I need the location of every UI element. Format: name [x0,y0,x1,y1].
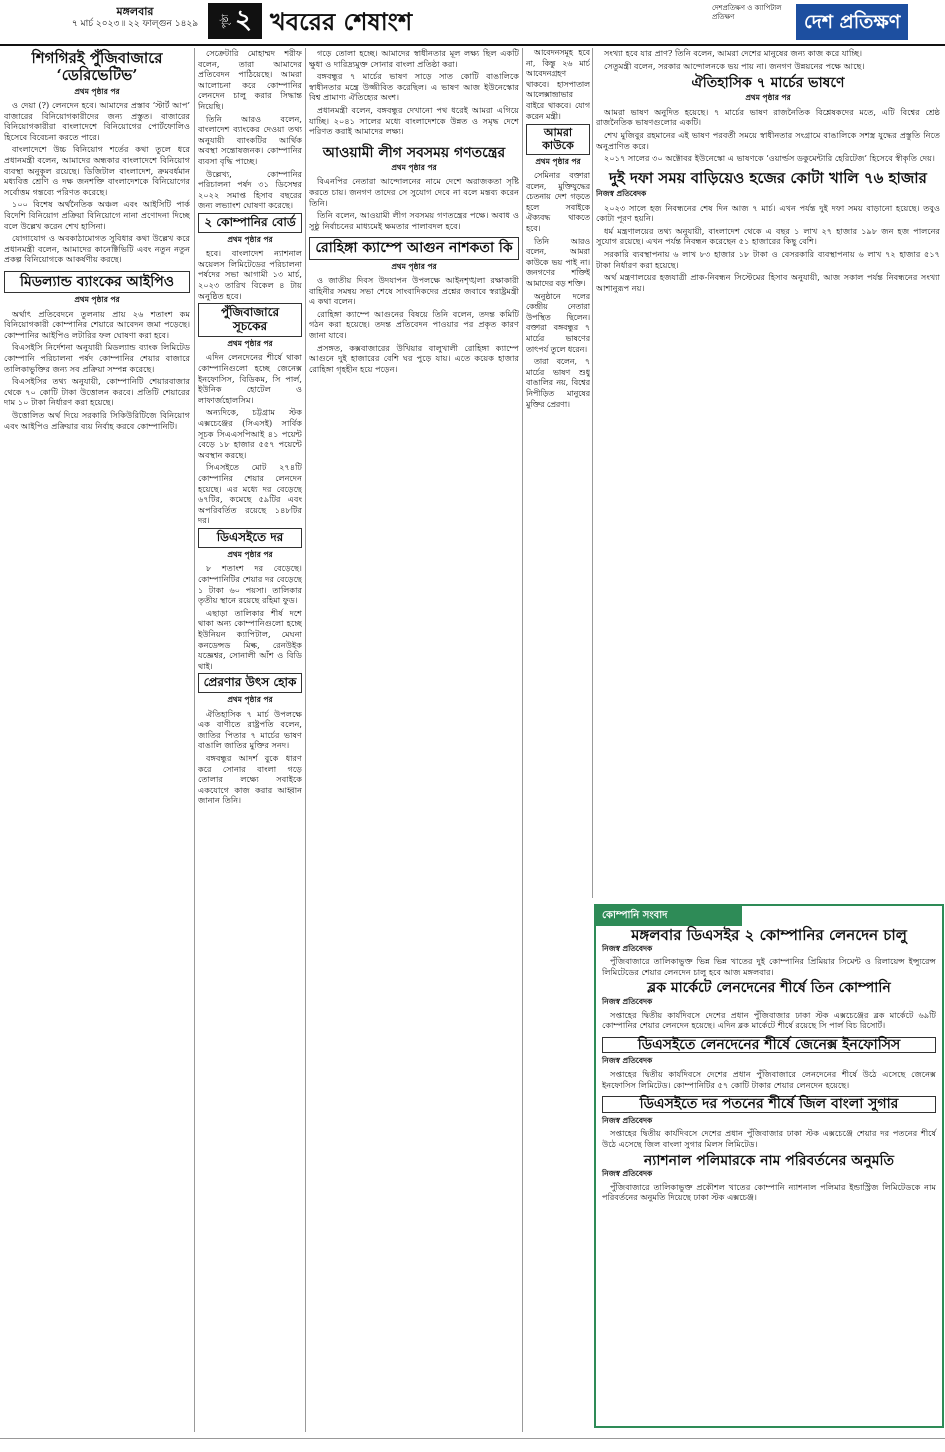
article-paragraph: ঐতিহাসিক ৭ মার্চ উপলক্ষে এক বাণীতে রাষ্ট্রপতি বলেন, জাতির পিতার ৭ মার্চের ভাষণ বাঙালি জাতির মুক্তির সনদ। [198,708,302,751]
section-title: খবরের শেষাংশ [270,8,413,36]
headline-we-dont: আমরা কাউকে [526,124,590,155]
issue-date-text: ৭ মার্চ ২০২৩ ৷৷ ২২ ফাল্গুন ১৪২৯ [71,19,199,29]
company-news-label: কোম্পানি সংবাদ [596,906,742,926]
masthead [0,0,945,46]
article-paragraph: এছাড়া তালিকার শীর্ষ দশে থাকা অন্য কোম্পানিগুলো হচ্ছে ইউনিয়ন ক্যাপিটাল, মেঘনা কনডেন্সড মিল্ক, রেনউইক যজ্ঞেশ্বর, সোনালী আঁশ ও বিডি থাই। [198,607,302,671]
byline: প্রথম পৃষ্ঠার পর [227,234,273,244]
article-paragraph: সেতুমন্ত্রী বলেন, সরকার আন্দোলনকে ভয় পায় না। জনগণ উন্নয়নের পক্ষে আছে। [604,60,865,71]
byline: প্রথম পৃষ্ঠার পর [391,162,437,172]
column-3 [309,48,519,1432]
page-number-box [208,3,262,39]
article-paragraph: ১০০ বিশেষ অর্থনৈতিক অঞ্চল এবং আইসিটি পার্ক বিদেশি বিনিয়োগ প্রক্রিয়া বিনিয়োগে নানা প্রণোদনা দিচ্ছে বলে উল্লেখ করেন শেখ হাসিনা। [4,199,190,231]
byline: প্রথম পৃষ্ঠার পর [227,338,273,348]
column-5 [596,48,940,898]
column-divider [305,48,306,1432]
article-paragraph: আবেদনসমূহ হবে না, কিন্তু ২৬ মার্চ আবেদনগ্রহণ থাকবে। হাসপাতাল আলেক্সান্দ্রাভার বাইরে থাকবে। যোগ করেন মন্ত্রী। [526,48,590,121]
issue-day: মঙ্গলবার [116,5,154,18]
article-paragraph: হবে। বাংলাদেশ ন্যাশনাল অয়েলস লিমিটেডের পরিচালনা পর্ষদের সভা আগামী ১৩ মার্চ, ২০২৩ তারিখ বিকেল ৪ টায় অনুষ্ঠিত হবে। [198,248,302,301]
news-story [602,1037,936,1090]
story-headline: ন্যাশনাল পলিমারকে নাম পরিবর্তনের অনুমতি [643,1152,895,1169]
story-body: পুঁজিবাজারে তালিকাভুক্ত প্রকৌশল খাতের কোম্পানি ন্যাশনাল পলিমার ইন্ডাস্ট্রিজ লিমিটেডকে নাম পরিবর্তনের অনুমতি দিয়েছে ঢাকা স্টক এক্সচেঞ্জ। [602,1181,936,1203]
byline: প্রথম পৃষ্ঠার পর [74,86,120,96]
article-paragraph: সরকারি ব্যবস্থাপনায় ৬ লাখ ৮৩ হাজার ১৮ টাকা ও বেসরকারি ব্যবস্থাপনায় ৬ লাখ ৭২ হাজার ৫১৭ টাকা নির্ধারণ করা হয়েছে। [596,249,940,270]
headline-inspiration: প্রেরণার উৎস হোক [198,673,302,693]
column-2 [198,48,302,1432]
article-paragraph: শেখ মুজিবুর রহমানের এই ভাষণ পরবর্তী সময়ে স্বাধীনতার সংগ্রামে বাঙালিকে সশস্ত্র যুদ্ধের প্রস্তুতি নিতে অনুপ্রাণিত করে। [596,130,940,151]
article-paragraph: সংখ্যা হবে যার প্রাণ? তিনি বলেন, আমরা দেশের মানুষের জন্য কাজ করে যাচ্ছি। [604,48,863,58]
article-paragraph: তিনি আরও বলেন, বাংলাদেশ ব্যাংকের দেওয়া তথ্য অনুযায়ী ব্যাংকটির আর্থিক অবস্থা সন্তোষজনক। কোম্পানির ব্যবসা বৃদ্ধি পাচ্ছে। [198,113,302,166]
byline: প্রথম পৃষ্ঠার পর [535,157,581,167]
story-reporter: নিজস্ব প্রতিবেদক [602,1169,653,1179]
story-reporter: নিজস্ব প্রতিবেদক [602,996,653,1006]
page-word: পৃষ্ঠা [221,13,232,29]
news-story [602,1152,936,1203]
story-headline: ব্লক মার্কেটে লেনদেনের শীর্ষে তিন কোম্পানি [647,980,891,997]
article-paragraph: উত্তোলিত অর্থ দিয়ে সরকারি সিকিউরিটিজে বিনিয়োগ এবং আইপিও প্রক্রিয়ার ব্যয় নির্বাহ করবে কোম্পানিটি। [4,410,190,431]
article-paragraph: বিএসইসির তথ্য অনুযায়ী, কোম্পানিটি শেয়ারবাজার থেকে ৭০ কোটি টাকা উত্তোলন করবে। প্রতিটি শেয়ারের দাম ১০ টাকা নির্ধারণ করা হয়েছে। [4,376,190,408]
story-body: সপ্তাহের দ্বিতীয় কার্যদিবসে দেশের প্রধান পুঁজিবাজার ঢাকা স্টক এক্সচেঞ্জে শেয়ার দর পতনের শীর্ষে উঠে এসেছে জিল বাংলা সুগার মিলস লিমিটেড। [602,1128,936,1149]
article-paragraph: অন্যদিকে, চট্টগ্রাম স্টক এক্সচেঞ্জের (সিএসই) সার্বিক সূচক সিএএসপিআই ৪১ পয়েন্ট বেড়ে ১৮ হাজার ৫৫৭ পয়েন্টে অবস্থান করছে। [198,407,302,460]
logo-text: দেশ প্রতিক্ষণ [796,4,908,40]
article-paragraph: সেক্রেটারি মোহাম্মদ শরীফ বলেন, তারা আমাদের প্রতিবেদন পাঠিয়েছে। আমরা আলোচনা করে কোম্পানির লেনদেন চালু করার সিদ্ধান্ত নিয়েছি। [198,48,302,111]
story-body: সপ্তাহের দ্বিতীয় কার্যদিবসে দেশের প্রধান পুঁজিবাজারে লেনদেনের শীর্ষে উঠে এসেছে জেনেক্স ইনফোসিস লিমিটেড। কোম্পানিটির ৫৭ কোটি টাকার শেয়ার লেনদেন হয়েছে। [602,1068,936,1090]
newspaper-logo [712,4,942,40]
article-paragraph: অনুষ্ঠানে দলের কেন্দ্রীয় নেতারা উপস্থিত ছিলেন। বক্তারা বঙ্গবন্ধুর ৭ মার্চের ভাষণের তাৎপর্য তুলে ধরেন। [526,291,590,354]
column-1 [4,48,190,1432]
byline: প্রথম পৃষ্ঠার পর [74,295,120,305]
article-paragraph: বঙ্গবন্ধুর ৭ মার্চের ভাষণ সাড়ে সাত কোটি বাঙালিকে স্বাধীনতার মন্ত্রে উজ্জীবিত করেছিল। এ ভাষণ আজ ইউনেস্কোর বিশ্ব প্রামাণ্য ঐতিহ্যের অংশ। [309,71,519,103]
article-paragraph: বিএসইসি নির্দেশনা অনুযায়ী মিডল্যান্ড ব্যাংক লিমিটেড কোম্পানি পরিচালনা পর্ষদ কোম্পানির শেয়ার বাজারে তালিকাভুক্তির জন্য সব প্রক্রিয়া সম্পন্ন করেছে। [4,342,190,374]
article-paragraph: ২০২৩ সালে হজ নিবন্ধনের শেষ দিন আজ ৭ মার্চ। এখন পর্যন্ত দুই দফা সময় বাড়ানো হয়েছে। তবুও কোটা পূরণ হয়নি। [596,202,940,224]
article-paragraph: যোগাযোগ ও অবকাঠামোগত সুবিধার কথা উল্লেখ করে প্রধানমন্ত্রী বলেন, আমাদের কানেক্টিভিটি এবং নতুন নতুন প্রকল্প বিনিয়োগকে আকর্ষণীয় করছে। [4,233,190,265]
news-story [602,980,936,1031]
news-story [602,1096,936,1149]
headline-march-7-speech: ঐতিহাসিক ৭ মার্চের ভাষণে [691,75,845,92]
article-paragraph: অর্থাৎ প্রতিবেদনে তুলনায় প্রায় ২৬ শতাংশ কম বিনিয়োগকারী কোম্পানির শেয়ারে আবেদন জমা পড়েছে। কোম্পানির আইপিও লটারির ফল ঘোষণা করা হবে। [4,308,190,340]
article-paragraph: সিএসইতে মোট ২৭৪টি কোম্পানির শেয়ার লেনদেন হয়েছে। এর মধ্যে দর বেড়েছে ৬৭টির, কমেছে ৫৯টির এবং অপরিবর্তিত রয়েছে ১৪৮টির দর। [198,462,302,526]
story-reporter: নিজস্ব প্রতিবেদক [602,1115,653,1125]
column-divider [592,48,593,898]
issue-date [60,6,210,30]
article-paragraph: এদিন লেনদেনের শীর্ষে থাকা কোম্পানিগুলো হচ্ছে জেনেক্স ইনফোসিস, বিডিকম, সি পার্ল, ইউনিক হোটেল ও লাফার্জহোলসিম। [198,352,302,405]
story-headline: মঙ্গলবার ডিএসইর ২ কোম্পানির লেনদেন চালু [631,926,907,944]
article-paragraph: বাংলাদেশে উচ্চ বিনিয়োগ শর্তের কথা তুলে ধরে প্রধানমন্ত্রী বলেন, আমাদের অন্ধকার বাংলাদেশে বিনিয়োগ ব্যবস্থা অনুকূল রয়েছে। ডিজিটাল বাংলাদেশ, ক্রমবর্ধমান মধ্যবিত্ত শ্রেণি ও দক্ষ জনশক্তি বাংলাদেশকে বিনিয়োগের সর্বোত্তম গন্তব্যে পরিণত করেছে। [4,144,190,197]
headline-company-board: ২ কোম্পানির বোর্ড [198,213,302,233]
company-news-stories [602,926,936,1209]
story-reporter: নিজস্ব প্রতিবেদক [602,943,653,953]
page-footer-rule [0,1438,945,1452]
column-4 [526,48,590,898]
article-paragraph: বঙ্গবন্ধুর আদর্শ বুকে ধারণ করে সোনার বাংলা গড়ে তোলার লক্ষ্যে সবাইকে একযোগে কাজ করার আহ্বান জানান তিনি। [198,753,302,806]
article-paragraph: অর্থ মন্ত্রণালয়ের হজযাত্রী প্রাক-নিবন্ধন সিস্টেমের হিসাব অনুযায়ী, আজ সকাল পর্যন্ত নিবন্ধনের সংখ্যা আশানুরূপ নয়। [596,272,940,293]
logo-tagline: দেশপ্রতিক্ষণ ও ক্যাপিটাল প্রতিক্ষণ [712,4,782,21]
article-paragraph: ২০১৭ সালের ৩০ অক্টোবর ইউনেস্কো এ ভাষণকে ‘ওয়ার্ল্ডস ডকুমেন্টারি হেরিটেজ’ হিসেবে স্বীকৃতি দেয়। [604,153,935,164]
headline-hajj-quota: দুই দফা সময় বাড়িয়েও হজের কোটা খালি ৭৬ হাজার [609,168,927,187]
headline-awami-league: আওয়ামী লীগ সবসময় গণতন্ত্রের [322,144,506,161]
article-paragraph: তিনি আরও বলেন, আমরা কাউকে ভয় পাই না। জনগণের শক্তিই আমাদের বড় শক্তি। [526,236,590,288]
news-story [602,926,936,977]
headline-dse-price: ডিএসইতে দর [198,528,302,548]
page-number: ২ [235,5,252,35]
column-divider [522,48,523,1432]
headline-market-index: পুঁজিবাজারে সূচকের [198,303,302,337]
byline: নিজস্ব প্রতিবেদক [596,189,647,199]
article-paragraph: তিনি বলেন, আওয়ামী লীগ সবসময় গণতন্ত্রের পক্ষে। অবাধ ও সুষ্ঠু নির্বাচনের মাধ্যমেই ক্ষমতার পালাবদল হবে। [309,210,519,231]
article-paragraph: প্রসঙ্গত, কক্সবাজারের উখিয়ার বালুখালী রোহিঙ্গা ক্যাম্পে আগুনে দুই হাজারের বেশি ঘর পুড়ে যায়। এতে কয়েক হাজার রোহিঙ্গা গৃহহীন হয়ে পড়েন। [309,342,519,374]
byline: প্রথম পৃষ্ঠার পর [227,549,273,559]
headline-derivative: শিগগিরই পুঁজিবাজারে ‘ডেরিভেটিভ’ [31,49,163,85]
story-reporter: নিজস্ব প্রতিবেদক [602,1056,653,1066]
article-paragraph: তারা বলেন, ৭ মার্চের ভাষণ শুধু বাঙালির নয়, বিশ্বের নিপীড়িত মানুষের মুক্তির প্রেরণা। [526,357,590,409]
article-paragraph: রোহিঙ্গা ক্যাম্পে আগুনের বিষয়ে তিনি বলেন, তদন্ত কমিটি গঠন করা হয়েছে। তদন্ত প্রতিবেদন পাওয়ার পর প্রকৃত কারণ জানা যাবে। [309,308,519,341]
headline-rohingya-fire: রোহিঙ্গা ক্যাম্পে আগুন নাশকতা কি [309,237,519,259]
story-body: সপ্তাহের দ্বিতীয় কার্যদিবসে দেশের প্রধান পুঁজিবাজার ঢাকা স্টক এক্সচেঞ্জের ব্লক মার্কেটে ৬৯টি কোম্পানির শেয়ার লেনদেন হয়েছে। এদিন ব্লক মার্কেটে শীর্ষে রয়েছে সি পার্ল বিচ রিসোর্ট। [602,1009,936,1031]
byline: প্রথম পৃষ্ঠার পর [391,261,437,271]
story-body: পুঁজিবাজারে তালিকাভুক্ত ভিন্ন ভিন্ন খাতের দুই কোম্পানির প্রিমিয়ার সিমেন্ট ও রিলায়েন্স ইন্স্যুরেন্স লিমিটেডের শেয়ার লেনদেন চালু হবে আজ মঙ্গলবার। [602,956,936,977]
article-paragraph: প্রধানমন্ত্রী বলেন, বঙ্গবন্ধুর দেখানো পথ ধরেই আমরা এগিয়ে যাচ্ছি। ২০৪১ সালের মধ্যে বাংলাদেশকে উন্নত ও সমৃদ্ধ দেশে পরিণত করাই আমাদের লক্ষ্য। [309,104,519,137]
article-paragraph: আমরা ভাষণ অনুদিত হয়েছে। ৭ মার্চের ভাষণ রাজনৈতিক বিশ্লেষকদের মতে, এটি বিশ্বের শ্রেষ্ঠ রাজনৈতিক ভাষণগুলোর একটি। [596,106,940,128]
company-news-box [594,904,944,1428]
article-paragraph: সেমিনার বক্তারা বলেন, মুক্তিযুদ্ধের চেতনায় দেশ গড়তে হলে সবাইকে ঐক্যবদ্ধ থাকতে হবে। [526,171,590,233]
article-paragraph: ধর্ম মন্ত্রণালয়ের তথ্য অনুযায়ী, বাংলাদেশ থেকে এ বছর ১ লাখ ২৭ হাজার ১৯৮ জন হজ পালনের সুযোগ রয়েছে। এখন পর্যন্ত নিবন্ধন করেছেন ৫১ হাজারের কিছু বেশি। [596,225,940,247]
column-divider [194,48,195,1432]
story-headline: ডিএসইতে লেনদেনের শীর্ষে জেনেক্স ইনফোসিস [602,1037,936,1054]
byline: প্রথম পৃষ্ঠার পর [745,93,791,103]
article-paragraph: গড়ে তোলা হচ্ছে। আমাদের স্বাধীনতার মূল লক্ষ্য ছিল একটি ক্ষুধা ও দারিদ্র্যমুক্ত সোনার বাংলা প্রতিষ্ঠা করা। [309,48,519,69]
article-paragraph: ও দেয়া (?) লেনদেন হবে। আমাদের প্রস্তাব ‘স্টার্ট আপ’ বাজারের বিনিয়োগকারীদের জন্য প্রস্তুত। বাজারের বিনিয়োগকারীরা বাংলাদেশে বিনিয়োগের পোর্টফোলিও হিসেবে বিবেচনা করতে পারে। [4,100,190,142]
article-paragraph: উল্লেখ্য, কোম্পানির পরিচালনা পর্ষদ ৩১ ডিসেম্বর ২০২২ সমাপ্ত হিসাব বছরের জন্য লভ্যাংশ ঘোষণা করেছে। [198,168,302,211]
headline-midland-ipo: মিডল্যান্ড ব্যাংকের আইপিও [4,271,190,293]
article-paragraph: ৮ শতাংশ দর বেড়েছে। কোম্পানিটির শেয়ার দর বেড়েছে ১ টাকা ৬০ পয়সা। তালিকার তৃতীয় স্থানে রয়েছে রহিমা ফুড। [198,563,302,606]
article-paragraph: বিএনপির নেতারা আন্দোলনের নামে দেশে অরাজকতা সৃষ্টি করতে চায়। জনগণ তাদের সে সুযোগ দেবে না বলে মন্তব্য করেন তিনি। [309,176,519,208]
story-headline: ডিএসইতে দর পতনের শীর্ষে জিল বাংলা সুগার [602,1096,936,1113]
article-paragraph: ও জাতীয় দিবস উদযাপন উপলক্ষে আইনশৃঙ্খলা রক্ষাকারী বাহিনীর সমন্বয় সভা শেষে সাংবাদিকদের প্রশ্নের জবাবে স্বরাষ্ট্রমন্ত্রী এ কথা বলেন। [309,275,519,307]
byline: প্রথম পৃষ্ঠার পর [227,695,273,705]
